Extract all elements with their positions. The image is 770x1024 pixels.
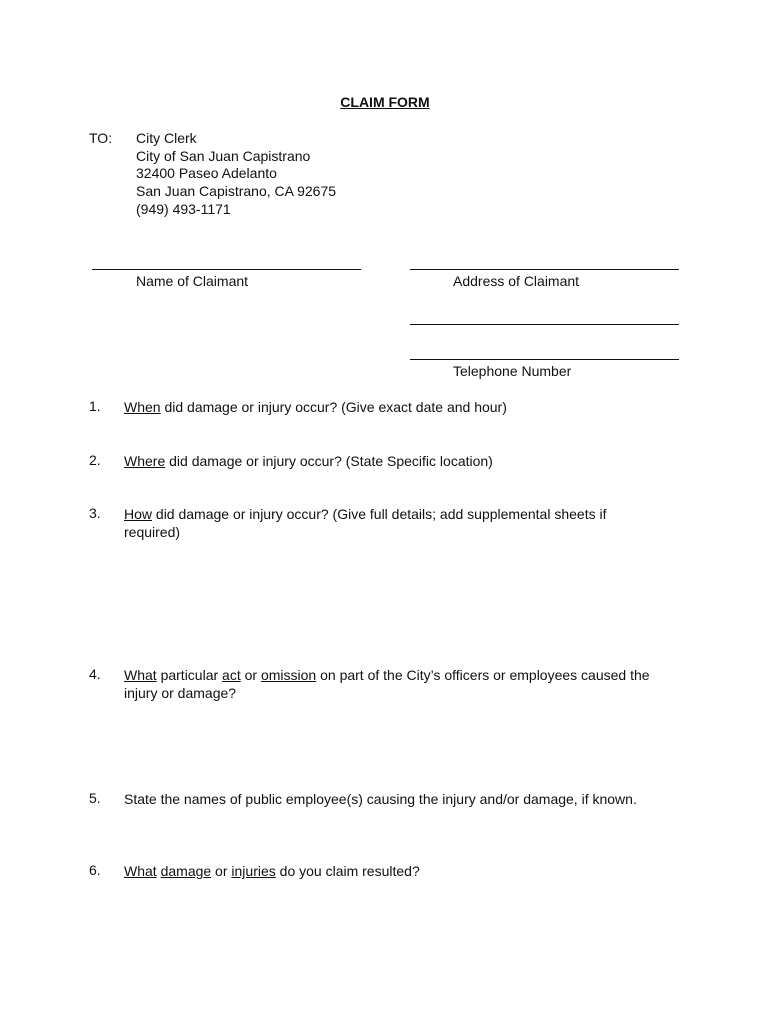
name-of-claimant-line[interactable] [92, 269, 361, 270]
question-6-part-2: damage [160, 863, 212, 879]
name-of-claimant-label: Name of Claimant [136, 273, 249, 289]
question-2-part-1: did damage or injury occur? (State Specific location) [165, 453, 493, 469]
form-title: CLAIM FORM [340, 94, 430, 110]
recipient-line-street: 32400 Paseo Adelanto [136, 165, 277, 181]
question-2-text [124, 452, 684, 470]
address-of-claimant-line-2[interactable] [410, 324, 679, 325]
question-3-part-1: did damage or injury occur? (Give full details; add supplemental sheets if required) [124, 506, 607, 540]
question-6-text [124, 862, 684, 880]
question-3-part-0: How [124, 506, 153, 522]
question-6-part-3: or [211, 863, 232, 879]
recipient-line-city: City of San Juan Capistrano [136, 148, 311, 164]
question-6-number: 6. [89, 862, 101, 878]
question-3-number: 3. [89, 505, 101, 521]
question-3-text [124, 505, 656, 541]
question-4-text [124, 666, 676, 702]
address-of-claimant-line-1[interactable] [410, 269, 679, 270]
question-5-text [124, 790, 724, 808]
recipient-line-citystate: San Juan Capistrano, CA 92675 [136, 183, 337, 199]
address-of-claimant-label: Address of Claimant [453, 273, 580, 289]
question-1-text [124, 398, 684, 416]
question-4-part-0: What [124, 667, 157, 683]
recipient-line-phone: (949) 493-1171 [136, 201, 231, 217]
question-4-part-2: act [222, 667, 241, 683]
recipient-line-name: City Clerk [136, 130, 197, 146]
question-2-number: 2. [89, 452, 101, 468]
question-4-part-5: on part of the City’s officers or employees caused the injury or damage? [124, 667, 650, 701]
question-4-part-4: omission [260, 667, 317, 683]
question-4-part-1: particular [156, 667, 223, 683]
telephone-number-line[interactable] [410, 359, 679, 360]
question-1-number: 1. [89, 398, 101, 414]
question-1-part-0: When [124, 399, 161, 415]
question-6-part-5: do you claim resulted? [275, 863, 420, 879]
to-label: TO: [89, 130, 113, 146]
question-4-part-3: or [240, 667, 261, 683]
question-2-part-0: Where [124, 453, 166, 469]
question-6-part-0: What [124, 863, 157, 879]
question-5-number: 5. [89, 790, 101, 806]
question-6-part-4: injuries [231, 863, 276, 879]
question-4-number: 4. [89, 666, 101, 682]
telephone-number-label: Telephone Number [453, 363, 572, 379]
question-1-part-1: did damage or injury occur? (Give exact date and hour) [160, 399, 507, 415]
question-5-part-0: State the names of public employee(s) causing the injury and/or damage, if known. [124, 791, 637, 807]
